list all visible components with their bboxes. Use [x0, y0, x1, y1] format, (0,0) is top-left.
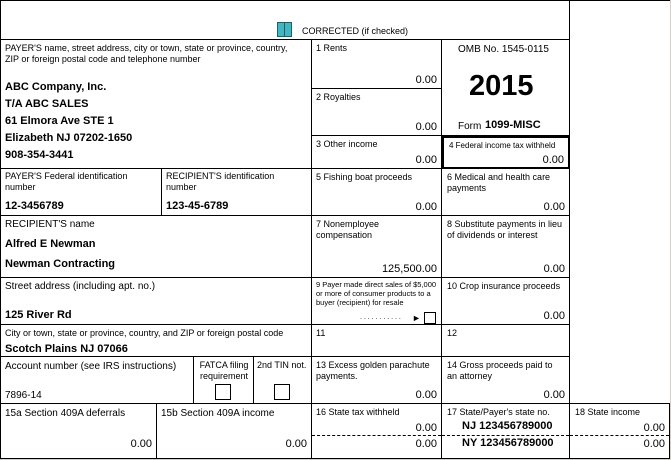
box-15b-label: 15b Section 409A income — [161, 408, 275, 419]
box-6-amount: 0.00 — [543, 201, 565, 213]
recipient-name-box[interactable] — [1, 216, 312, 278]
box-2-amount: 0.00 — [415, 121, 437, 133]
box-11-label: 11 — [316, 328, 326, 338]
box-16-amount-2: 0.00 — [415, 438, 437, 450]
tax-year: 2015 — [469, 70, 534, 102]
box-10-label: 10 Crop insurance proceeds — [447, 281, 561, 291]
fatca-label: FATCA filing requirement — [199, 360, 249, 381]
box-18-amount-2: 0.00 — [643, 438, 665, 450]
recipient-street: 125 River Rd — [5, 309, 72, 321]
box-15a-amount: 0.00 — [130, 438, 152, 450]
second-tin-checkbox[interactable] — [274, 384, 290, 400]
box-3-label: 3 Other income — [316, 139, 378, 149]
payer-line-2: T/A ABC SALES — [5, 98, 89, 110]
box-9-dots: . . . . . . . . . . . — [360, 314, 401, 321]
box-1-rents[interactable] — [312, 40, 442, 89]
recipient-id-label: RECIPIENT'S identification number — [166, 171, 275, 192]
box-14-label: 14 Gross proceeds paid to an attorney — [447, 360, 553, 381]
payer-line-4: Elizabeth NJ 07202-1650 — [5, 132, 133, 144]
box-18-amount-1: 0.00 — [643, 422, 665, 434]
recipient-id-box[interactable] — [162, 169, 312, 216]
box-13-amount: 0.00 — [415, 389, 437, 401]
box-8-amount: 0.00 — [543, 263, 565, 275]
box-1-amount: 0.00 — [415, 74, 437, 86]
omb-number: OMB No. 1545-0115 — [458, 44, 549, 55]
payer-info-box[interactable] — [1, 40, 312, 169]
box-3-amount: 0.00 — [415, 154, 437, 166]
box-7-amount: 125,500.00 — [381, 263, 437, 275]
box-3-other-income[interactable] — [312, 136, 442, 169]
recipient-street-box[interactable] — [1, 278, 312, 325]
second-tin-label: 2nd TIN not. — [257, 360, 307, 370]
recipient-id: 123-45-6789 — [166, 200, 229, 212]
box-7-nonemployee-comp[interactable] — [312, 216, 442, 278]
omb-year-box — [442, 40, 570, 136]
box-15b-amount: 0.00 — [285, 438, 307, 450]
box-8-substitute[interactable] — [442, 216, 570, 278]
box-5-amount: 0.00 — [415, 201, 437, 213]
box-1-label: 1 Rents — [316, 43, 348, 53]
payer-fed-id: 12-3456789 — [5, 200, 64, 212]
box-10-amount: 0.00 — [543, 310, 565, 322]
box-11[interactable] — [312, 325, 442, 357]
box-17-label: 17 State/Payer's state no. — [447, 407, 550, 417]
fatca-box[interactable] — [194, 357, 254, 404]
payer-line-1: ABC Company, Inc. — [5, 81, 107, 93]
box-5-label: 5 Fishing boat proceeds — [316, 172, 413, 182]
box-15a-deferrals[interactable] — [1, 404, 157, 459]
account-number-label: Account number (see IRS instructions) — [5, 361, 177, 372]
payer-fed-id-box[interactable] — [1, 169, 162, 216]
box-17-divider — [442, 435, 569, 436]
box-15a-label: 15a Section 409A deferrals — [5, 408, 126, 419]
box-7-label: 7 Nonemployee compensation — [316, 219, 380, 240]
recipient-name-label: RECIPIENT'S name — [5, 219, 95, 230]
form-label: Form — [458, 121, 482, 132]
box-8-label: 8 Substitute payments in lieu of dividends or interest — [447, 219, 563, 240]
box-2-label: 2 Royalties — [316, 92, 361, 102]
account-number: 7896-14 — [5, 390, 42, 401]
box-16-divider — [312, 435, 441, 436]
recipient-street-label: Street address (including apt. no.) — [5, 281, 156, 292]
corrected-label: CORRECTED (if checked) — [302, 26, 409, 36]
arrow-right-icon: ► — [412, 313, 421, 323]
box-9-checkbox[interactable] — [424, 312, 436, 324]
box-4-federal-tax[interactable] — [442, 136, 570, 169]
box-16-label: 16 State tax withheld — [316, 407, 400, 417]
payer-line-5: 908-354-3441 — [5, 149, 74, 161]
box-14-attorney[interactable] — [442, 357, 570, 404]
box-17-state-2: NY 123456789000 — [462, 437, 554, 449]
recipient-city: Scotch Plains NJ 07066 — [5, 343, 128, 355]
box-18-label: 18 State income — [575, 407, 641, 417]
corrected-row — [1, 1, 570, 40]
form-name: 1099-MISC — [485, 119, 541, 131]
box-18-divider — [570, 435, 669, 436]
box-16-state-tax[interactable] — [312, 404, 442, 459]
payer-fed-id-label: PAYER'S Federal identification number — [5, 171, 128, 192]
box-17-state-1: NJ 123456789000 — [462, 420, 553, 432]
box-6-label: 6 Medical and health care payments — [447, 172, 551, 193]
second-tin-box[interactable] — [254, 357, 312, 404]
box-9-label: 9 Payer made direct sales of $5,000 or more of consumer products to a buyer (recipient) for resale — [316, 280, 437, 307]
payer-line-3: 61 Elmora Ave STE 1 — [5, 115, 114, 127]
box-12[interactable] — [442, 325, 570, 357]
box-12-label: 12 — [447, 328, 458, 338]
payer-info-label: PAYER'S name, street address, city or town, state or province, country, ZIP or foreign postal code and telephone number — [5, 43, 288, 64]
right-margin — [570, 1, 670, 404]
fatca-checkbox[interactable] — [215, 384, 231, 400]
box-2-royalties[interactable] — [312, 89, 442, 136]
box-6-medical[interactable] — [442, 169, 570, 216]
box-4-amount: 0.00 — [542, 154, 564, 166]
box-10-crop[interactable] — [442, 278, 570, 325]
corrected-checkbox[interactable] — [277, 22, 292, 37]
box-4-label: 4 Federal income tax withheld — [449, 141, 556, 150]
box-14-amount: 0.00 — [543, 389, 565, 401]
recipient-city-box[interactable] — [1, 325, 312, 357]
box-18-state-income[interactable] — [570, 404, 670, 459]
box-17-state-no[interactable] — [442, 404, 570, 459]
recipient-name-1: Alfred E Newman — [5, 238, 96, 250]
recipient-name-2: Newman Contracting — [5, 258, 116, 270]
box-15b-income[interactable] — [157, 404, 312, 459]
recipient-city-label: City or town, state or province, country, and ZIP or foreign postal code — [5, 328, 284, 338]
box-9-direct-sales[interactable] — [312, 278, 442, 325]
box-13-golden-parachute[interactable] — [312, 357, 442, 404]
box-13-label: 13 Excess golden parachute payments. — [316, 360, 430, 381]
box-16-amount-1: 0.00 — [415, 422, 437, 434]
box-5-fishing[interactable] — [312, 169, 442, 216]
account-number-box[interactable] — [1, 357, 194, 404]
